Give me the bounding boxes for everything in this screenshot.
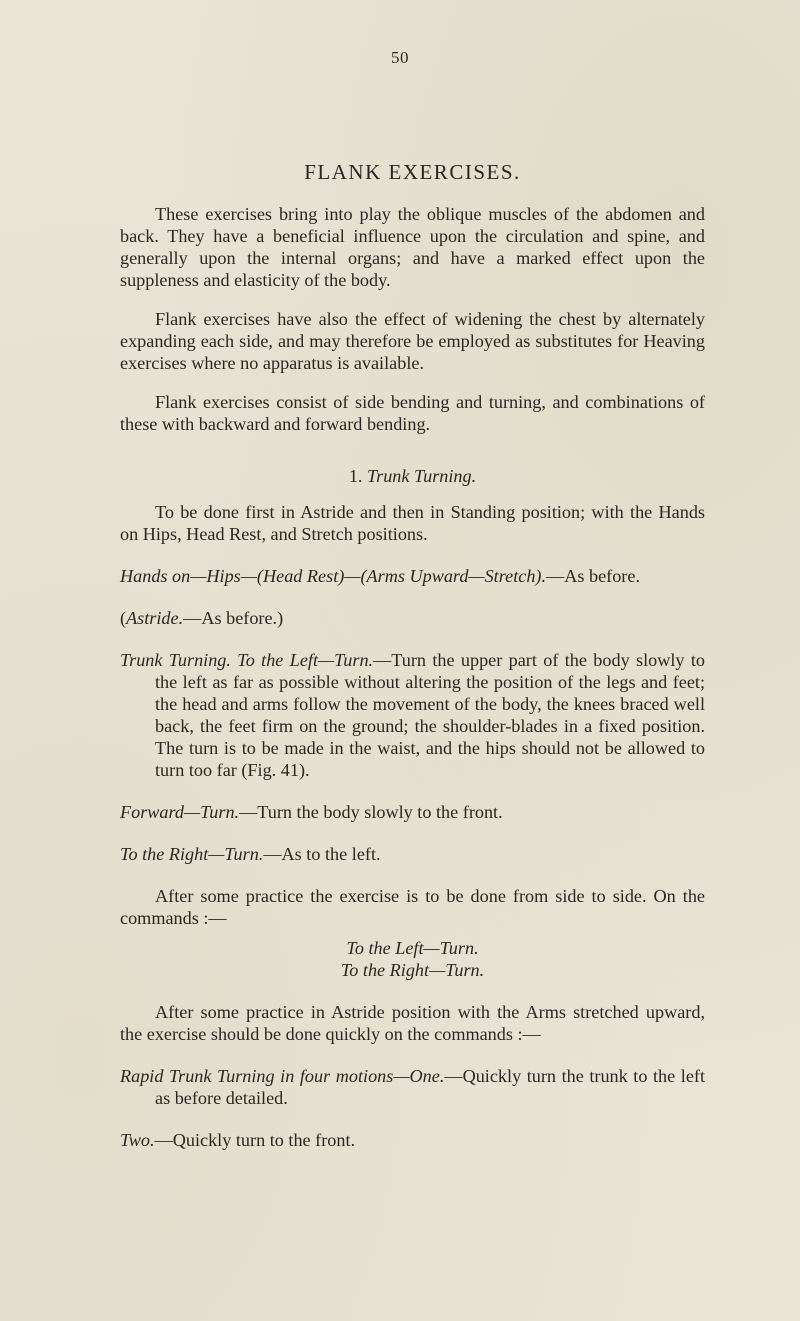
rapid-turning-command: Rapid Trunk Turning in four motions—One. [120, 1066, 445, 1086]
trunk-turning-left-text: —Turn the upper part of the body slowly to the left as far as possible without altering the position of the legs and feet; the head and arms follow the movement of the body, the knees braced well back, the feet firm on the ground; the shoulder-blades in a fixed position. The turn is to be made in the waist, and the hips should not be allowed to turn too far (Fig. 41). [155, 650, 705, 780]
hands-on-paragraph [120, 565, 705, 587]
page-content [120, 160, 705, 1151]
rapid-turning-paragraph [120, 1065, 705, 1109]
two-paragraph [120, 1129, 705, 1151]
command-right-turn: To the Right—Turn. [340, 960, 485, 980]
section-heading [120, 465, 705, 487]
right-turn-command: To the Right—Turn. [120, 844, 264, 864]
chapter-title: FLANK EXERCISES. [304, 160, 521, 184]
hands-on-text: —As before. [546, 566, 640, 586]
intro-paragraph-2: Flank exercises have also the effect of widening the chest by alternately expanding each side, and may therefore be employed as substitutes for Heaving exercises where no apparatus is available. [120, 309, 705, 373]
practice-paragraph-1: After some practice the exercise is to be done from side to side. On the commands :— [120, 886, 705, 928]
right-turn-text: —As to the left. [263, 844, 381, 864]
forward-turn-text: —Turn the body slowly to the front. [239, 802, 503, 822]
position-paragraph: To be done first in Astride and then in Standing position; with the Hands on Hips, Head Rest, and Stretch positions. [120, 502, 705, 544]
two-command: Two. [120, 1130, 155, 1150]
rapid-turning-text: —Quickly turn the trunk to the left as before detailed. [155, 1066, 705, 1108]
forward-turn-paragraph [120, 801, 705, 823]
forward-turn-command: Forward—Turn. [120, 802, 240, 822]
astride-command: Astride. [126, 608, 184, 628]
trunk-turning-left-command: Trunk Turning. To the Left—Turn. [120, 650, 374, 670]
section-heading-text: Trunk Turning. [367, 466, 477, 486]
astride-open-paren: ( [120, 608, 127, 628]
right-turn-paragraph [120, 843, 705, 865]
astride-text: —As before.) [183, 608, 284, 628]
section-number: 1. [348, 466, 363, 486]
trunk-turning-left-paragraph [120, 649, 705, 781]
astride-paragraph [120, 607, 705, 629]
intro-paragraph-1: These exercises bring into play the oblique muscles of the abdomen and back. They have a beneficial influence upon the circulation and spine, and generally upon the internal organs; and have a marked effect upon the suppleness and elasticity of the body. [120, 204, 705, 290]
command-left-turn: To the Left—Turn. [346, 938, 479, 958]
page-number: 50 [391, 48, 409, 67]
hands-on-command: Hands on—Hips—(Head Rest)—(Arms Upward—Stretch). [120, 566, 547, 586]
practice-paragraph-2: After some practice in Astride position with the Arms stretched upward, the exercise should be done quickly on the commands :— [120, 1002, 705, 1044]
two-text: —Quickly turn to the front. [154, 1130, 356, 1150]
intro-paragraph-3: Flank exercises consist of side bending and turning, and combinations of these with backward and forward bending. [120, 392, 705, 434]
